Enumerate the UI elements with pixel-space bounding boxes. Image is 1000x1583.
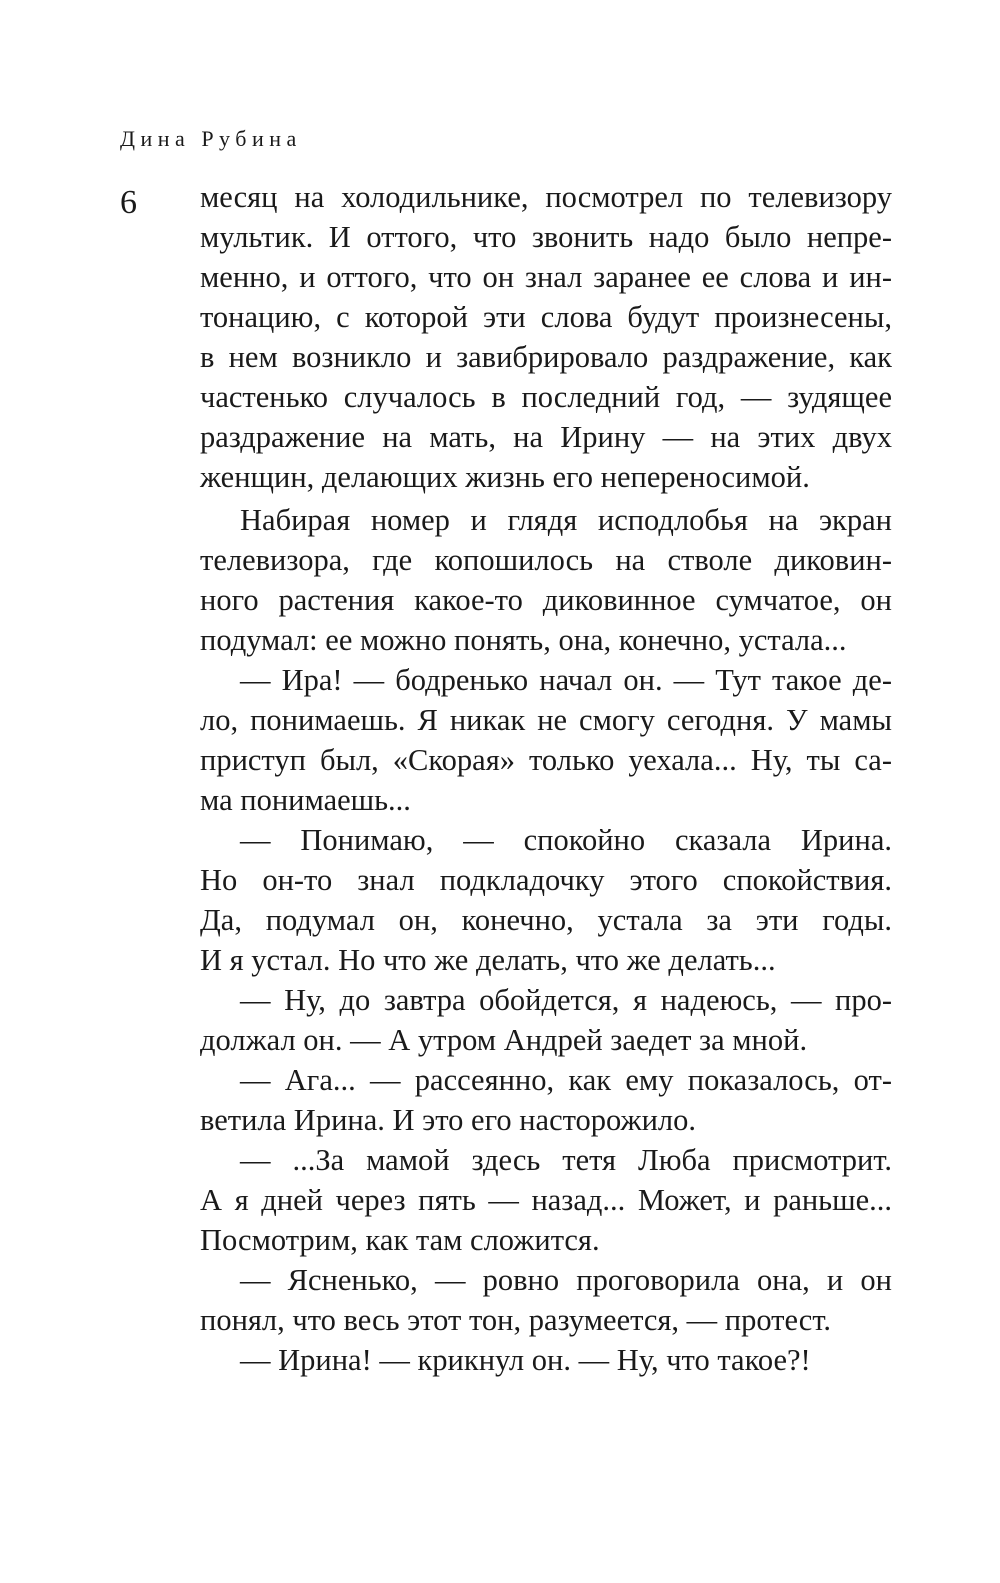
text-line: женщин, делающих жизнь его непереносимой. [200, 460, 810, 494]
text-line: — Ну, до завтра обойдется, я надеюсь, — про- [240, 983, 892, 1017]
text-line: — ...За мамой здесь тетя Люба присмотрит. [240, 1143, 892, 1177]
text-line: Набирая номер и глядя исподлобья на экран [240, 503, 892, 537]
text-line: должал он. — А утром Андрей заедет за мной. [200, 1023, 808, 1057]
text-line: месяц на холодильнике, посмотрел по телевизору [200, 180, 892, 214]
running-head-author: Дина Рубина [120, 126, 302, 151]
paragraph [200, 1060, 892, 1140]
paragraph [200, 500, 892, 660]
paragraph [200, 1260, 892, 1340]
text-line: — Ира! — бодренько начал он. — Тут такое де- [240, 663, 892, 697]
text-line: подумал: ее можно понять, она, конечно, устала... [200, 623, 847, 657]
text-line: — Понимаю, — спокойно сказала Ирина. [240, 823, 892, 857]
body-text [200, 177, 892, 1380]
text-line: — Ирина! — крикнул он. — Ну, что такое?! [240, 1343, 811, 1377]
text-line: тонацию, с которой эти слова будут произнесены, [200, 300, 892, 334]
paragraph [200, 1140, 892, 1260]
text-line: Да, подумал он, конечно, устала за эти годы. [200, 903, 892, 937]
text-line: ветила Ирина. И это его насторожило. [200, 1103, 697, 1137]
text-line: ло, понимаешь. Я никак не смогу сегодня. У мамы [200, 703, 892, 737]
text-line: частенько случалось в последний год, — зудящее [200, 380, 892, 414]
text-line: раздражение на мать, на Ирину — на этих двух [200, 420, 892, 454]
paragraph [200, 980, 892, 1060]
text-line: телевизора, где копошилось на стволе диковин- [200, 543, 892, 577]
text-line: Посмотрим, как там сложится. [200, 1223, 600, 1257]
text-line: — Ага... — рассеянно, как ему показалось, от- [240, 1063, 892, 1097]
text-line: А я дней через пять — назад... Может, и раньше... [200, 1183, 892, 1217]
paragraph [200, 660, 892, 820]
text-line: приступ был, «Скорая» только уехала... Ну, ты са- [200, 743, 892, 777]
text-line: — Ясненько, — ровно проговорила она, и он [240, 1263, 892, 1297]
text-line: понял, что весь этот тон, разумеется, — протест. [200, 1303, 831, 1337]
paragraph [200, 177, 892, 497]
text-line: Но он-то знал подкладочку этого спокойствия. [200, 863, 892, 897]
paragraph [200, 820, 892, 980]
text-line: И я устал. Но что же делать, что же делать... [200, 943, 776, 977]
paragraph [200, 1340, 892, 1380]
text-line: в нем возникло и завибрировало раздражение, как [200, 340, 892, 374]
text-line: ма понимаешь... [200, 783, 411, 817]
text-line: менно, и оттого, что он знал заранее ее слова и ин- [200, 260, 892, 294]
text-line: мультик. И оттого, что звонить надо было непре- [200, 220, 892, 254]
page-number: 6 [120, 184, 137, 221]
text-line: ного растения какое-то диковинное сумчатое, он [200, 583, 892, 617]
